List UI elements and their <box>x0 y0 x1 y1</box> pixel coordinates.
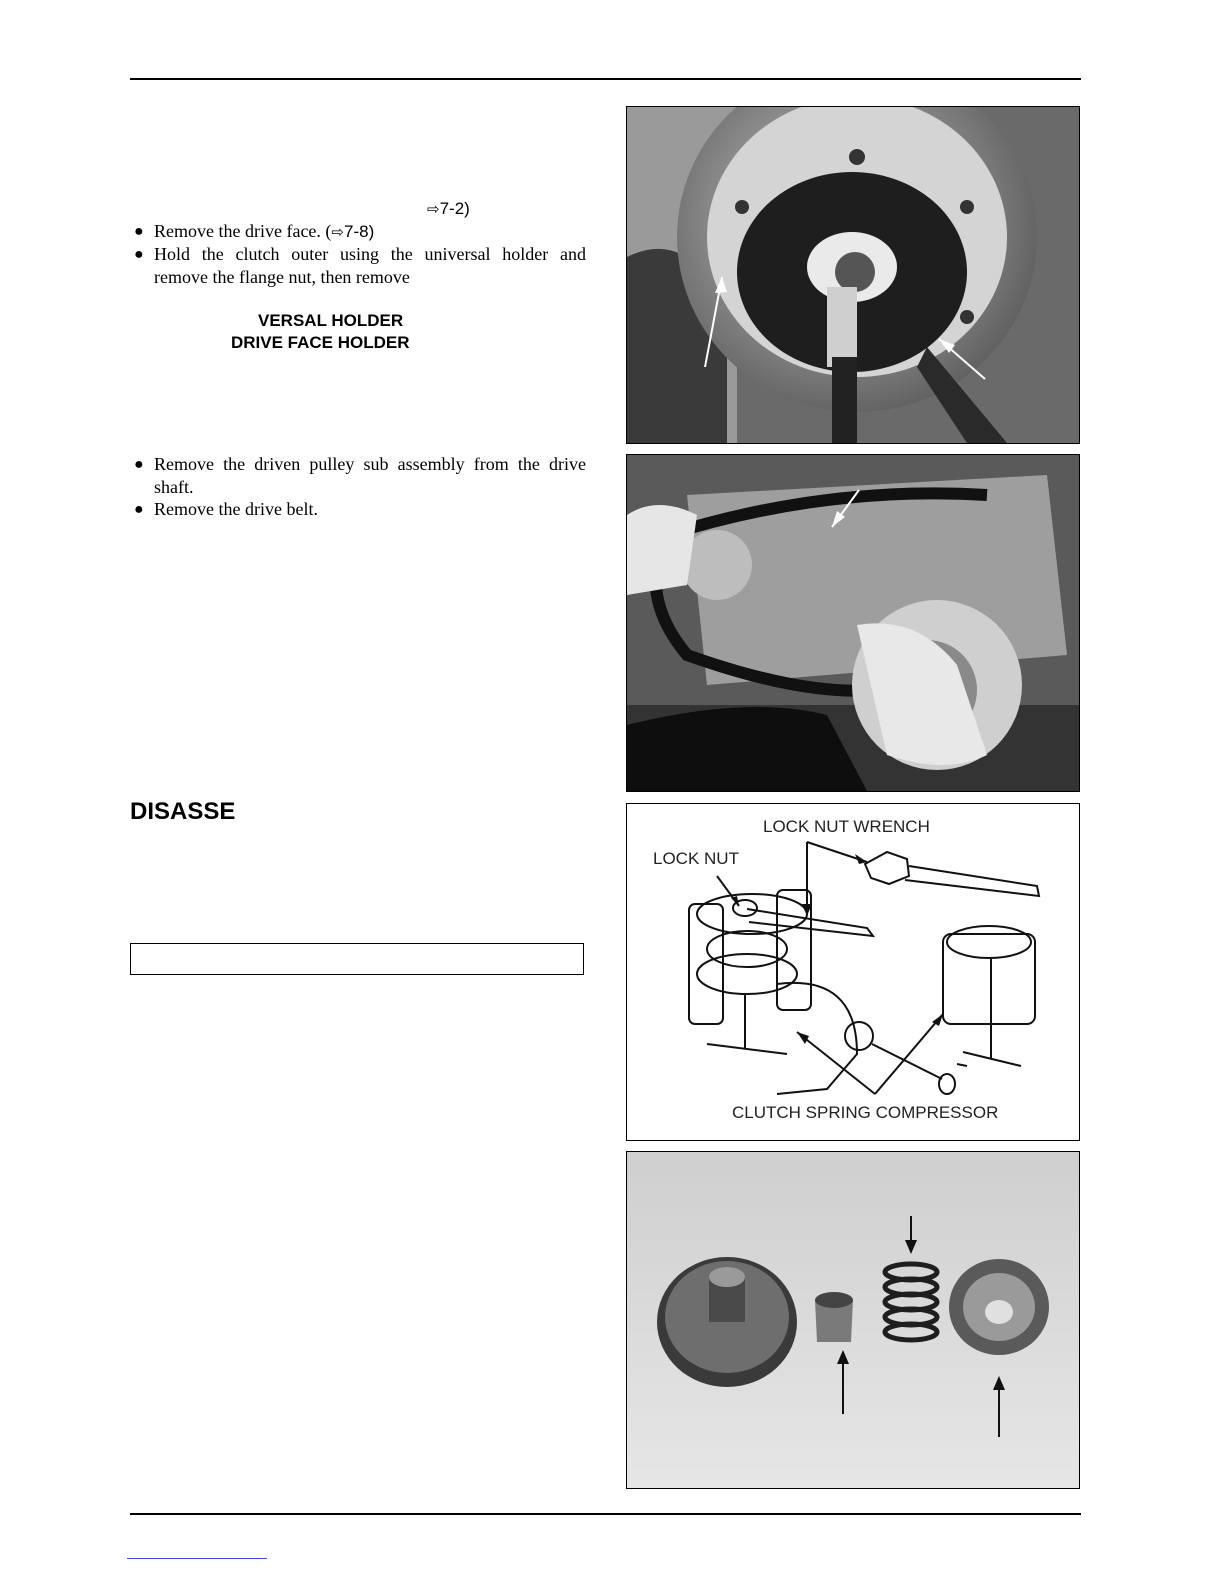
right-arrow-icon: ⇨ <box>427 200 440 218</box>
tool-name: DRIVE FACE HOLDER <box>231 333 410 352</box>
bullet-remove-drive-belt: ● Remove the drive belt. <box>134 499 318 519</box>
note-box <box>130 943 584 975</box>
photo-driven-pulley-parts <box>626 1151 1080 1489</box>
section-heading: DISASSE <box>130 798 236 825</box>
bullet-dot-icon: ● <box>134 456 144 473</box>
bullet-remove-driven-pulley: ● Remove the driven pulley sub assembly from the drive shaft. <box>134 454 586 497</box>
bullet-hold-clutch-outer: ● Hold the clutch outer using the universal holder and remove the flange nut, then remove <box>134 244 586 287</box>
label-lock-nut: LOCK NUT <box>653 849 739 868</box>
bullet-remove-drive-face: ● Remove the drive face. (⇨7-8) <box>134 221 375 241</box>
link-underline[interactable] <box>127 1558 267 1559</box>
bullet-dot-icon: ● <box>134 246 144 263</box>
photo-driven-pulley <box>626 454 1080 792</box>
bottom-rule <box>130 1513 1081 1515</box>
photo-clutch-holder <box>626 106 1080 444</box>
label-clutch-spring-compressor: CLUTCH SPRING COMPRESSOR <box>732 1103 999 1122</box>
bullet-dot-icon: ● <box>134 501 144 518</box>
bullet-dot-icon: ● <box>134 223 144 240</box>
diagram-clutch-spring-compressor <box>626 803 1080 1141</box>
top-rule <box>130 78 1081 80</box>
page-reference: ⇨7-2) <box>427 199 470 218</box>
label-lock-nut-wrench: LOCK NUT WRENCH <box>763 817 930 836</box>
tool-name: VERSAL HOLDER <box>258 311 404 330</box>
right-arrow-icon: ⇨ <box>331 223 344 241</box>
